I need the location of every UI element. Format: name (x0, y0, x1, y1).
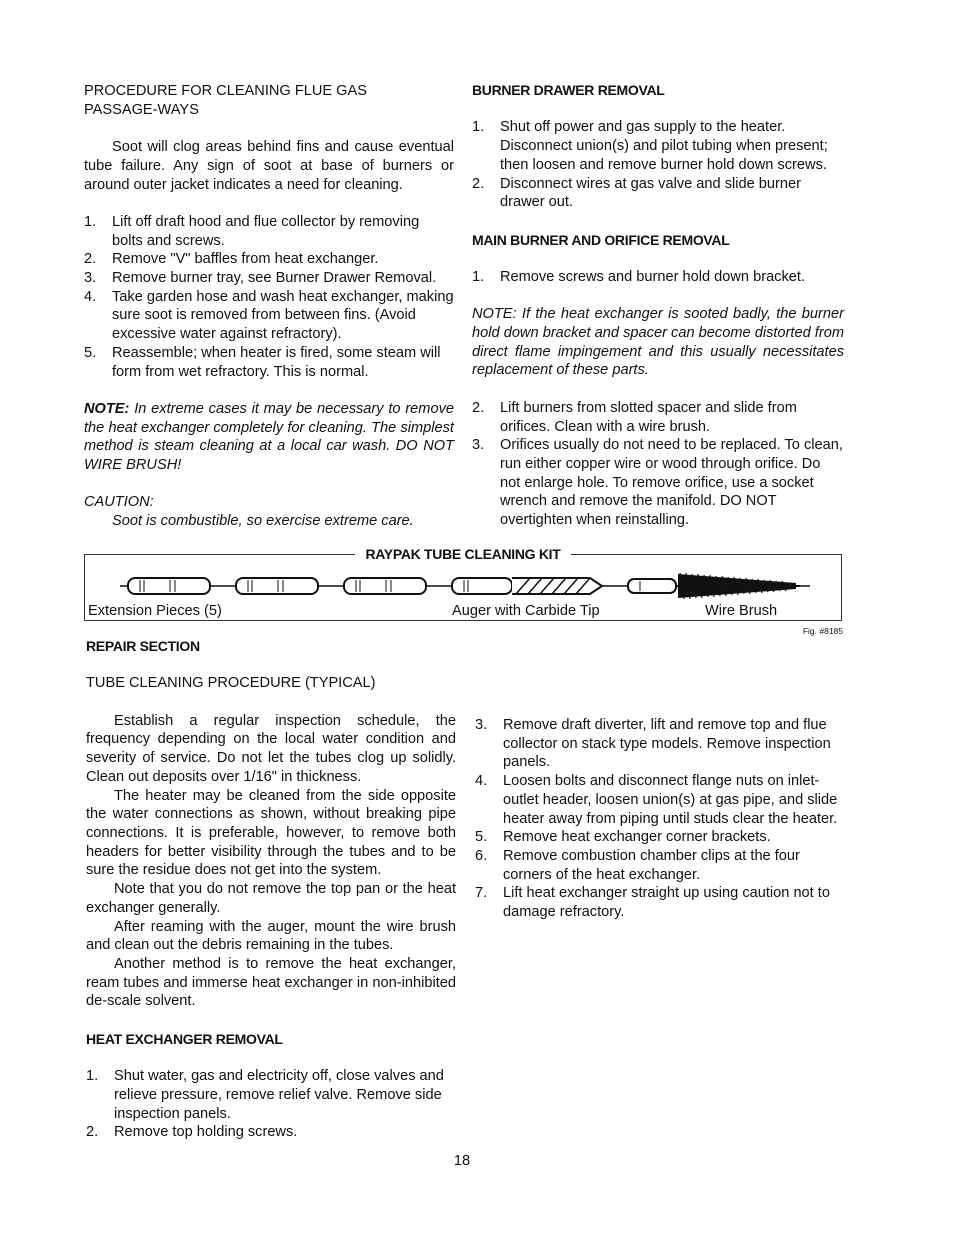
main-burner-title: MAIN BURNER AND ORIFICE REMOVAL (472, 231, 730, 248)
tube-cleaning-subtitle: TUBE CLEANING PROCEDURE (TYPICAL) (86, 675, 376, 692)
flue-step-1: 1. Lift off draft hood and flue collector by removing bolts and screws. (84, 213, 420, 249)
heat-exchanger-title: HEAT EXCHANGER REMOVAL (86, 1030, 283, 1047)
auger-icon (452, 578, 602, 594)
main-burner-note: NOTE: If the heat exchanger is sooted badly, the burner hold down bracket and spacer can become distorted from direct flame impingement and this usually necessitates replacement of these parts. (472, 306, 844, 379)
repair-paragraph-2: The heater may be cleaned from the side opposite the water connections as shown, without breaking pipe connections. It is preferable, however, to remove both headers for better visibility through the tubes and to be sure the residue does not get into the system. (86, 787, 456, 879)
caution-label: CAUTION: (84, 494, 154, 511)
extension-piece-3 (344, 578, 426, 594)
flue-step-4: 4. Take garden hose and wash heat exchanger, making sure soot is removed from between fins. (Avoid excessive water against refractory). (84, 288, 454, 343)
repair-paragraph-5: Another method is to remove the heat exchanger, ream tubes and immerse heat exchanger in non-inhibited de-scale solvent. (86, 955, 456, 1010)
caution-text: Soot is combustible, so exercise extreme care. (112, 513, 414, 530)
flue-intro: Soot will clog areas behind fins and cause eventual tube failure. Any sign of soot at base of burners or around outer jacket indicates a need for cleaning. (84, 139, 454, 193)
flue-title-line1: PROCEDURE FOR CLEANING FLUE GAS (84, 83, 368, 99)
label-wire-brush: Wire Brush (705, 603, 778, 619)
main-burner-step-3: 3. Orifices usually do not need to be replaced. To clean, run either copper wire or wood through orifice. Do not enlarge hole. To remove orifice, use a socket wrench and remove the manifold. DO NOT overtighten when reinstalling. (472, 437, 843, 529)
hx-step-6: 6. Remove combustion chamber clips at the four corners of the heat exchanger. (475, 847, 800, 883)
hx-step-7: 7. Lift heat exchanger straight up using caution not to damage refractory. (475, 885, 830, 921)
heat-exchanger-steps-left (86, 1067, 456, 1142)
main-burner-step-1: 1. Remove screws and burner hold down bracket. (472, 268, 806, 285)
kit-title: RAYPAK TUBE CLEANING KIT (84, 545, 842, 563)
burner-step-2: 2. Disconnect wires at gas valve and slide burner drawer out. (472, 175, 801, 211)
main-burner-step1 (472, 268, 844, 287)
repair-paragraph-4: After reaming with the auger, mount the wire brush and clean out the debris remaining in the tubes. (86, 918, 456, 954)
burner-drawer-title: BURNER DRAWER REMOVAL (472, 82, 665, 98)
flue-note: NOTE: In extreme cases it may be necessary to remove the heat exchanger completely for cleaning. The simplest method is steam cleaning at a local car wash. DO NOT WIRE BRUSH! (84, 400, 454, 474)
heat-exchanger-steps-right (475, 716, 847, 922)
flue-step-3: 3. Remove burner tray, see Burner Drawer Removal. (84, 270, 437, 286)
flue-title-line2: PASSAGE-WAYS (84, 101, 199, 118)
flue-step-5: 5. Reassemble; when heater is fired, some steam will form from wet refractory. This is normal. (84, 344, 441, 380)
burner-section (472, 81, 844, 530)
burner-step-1: 1. Shut off power and gas supply to the heater. Disconnect union(s) and pilot tubing when present; then loosen and remove burner hold down screws. (472, 119, 828, 173)
repair-paragraph-1: Establish a regular inspection schedule, the frequency depending on the local water condition and severity of service. Do not let the tubes clog up solidly. Clean out deposits over 1/16" in thickness. (86, 712, 456, 785)
page-number: 18 (453, 1153, 471, 1169)
heat-exchanger-continued (475, 716, 847, 922)
hx-step-4: 4. Loosen bolts and disconnect flange nuts on inlet-outlet header, loosen union(s) at gas pipe, and slide heater away from piping until studs clear the heater. (475, 773, 838, 827)
flue-steps (84, 213, 454, 381)
hx-step-5: 5. Remove heat exchanger corner brackets. (475, 829, 771, 846)
tube-cleaning-kit-illustration (120, 571, 810, 601)
extension-piece-1 (128, 578, 210, 594)
label-extension-pieces: Extension Pieces (5) (88, 603, 222, 619)
hx-step-1: 1. Shut water, gas and electricity off, close valves and relieve pressure, remove relief valve. Remove side inspection panels. (86, 1068, 444, 1122)
hx-step-2: 2. Remove top holding screws. (86, 1124, 298, 1141)
repair-paragraph-3: Note that you do not remove the top pan or the heat exchanger generally. (86, 881, 456, 916)
figure-reference: Fig. #8185 (802, 626, 843, 636)
repair-section (86, 637, 456, 1142)
flue-cleaning-section (84, 82, 454, 531)
flue-step-2: 2. Remove "V" baffles from heat exchanger. (84, 251, 379, 268)
hx-step-3: 3. Remove draft diverter, lift and remove top and flue collector on stack type models. Remove inspection panels. (475, 717, 831, 771)
burner-drawer-steps (472, 118, 844, 212)
main-burner-step-2: 2. Lift burners from slotted spacer and slide from orifices. Clean with a wire brush. (472, 399, 797, 435)
label-auger: Auger with Carbide Tip (452, 603, 600, 619)
wire-brush-icon (628, 573, 800, 599)
repair-title: REPAIR SECTION (86, 638, 200, 654)
main-burner-steps (472, 399, 844, 530)
extension-piece-2 (236, 578, 318, 594)
